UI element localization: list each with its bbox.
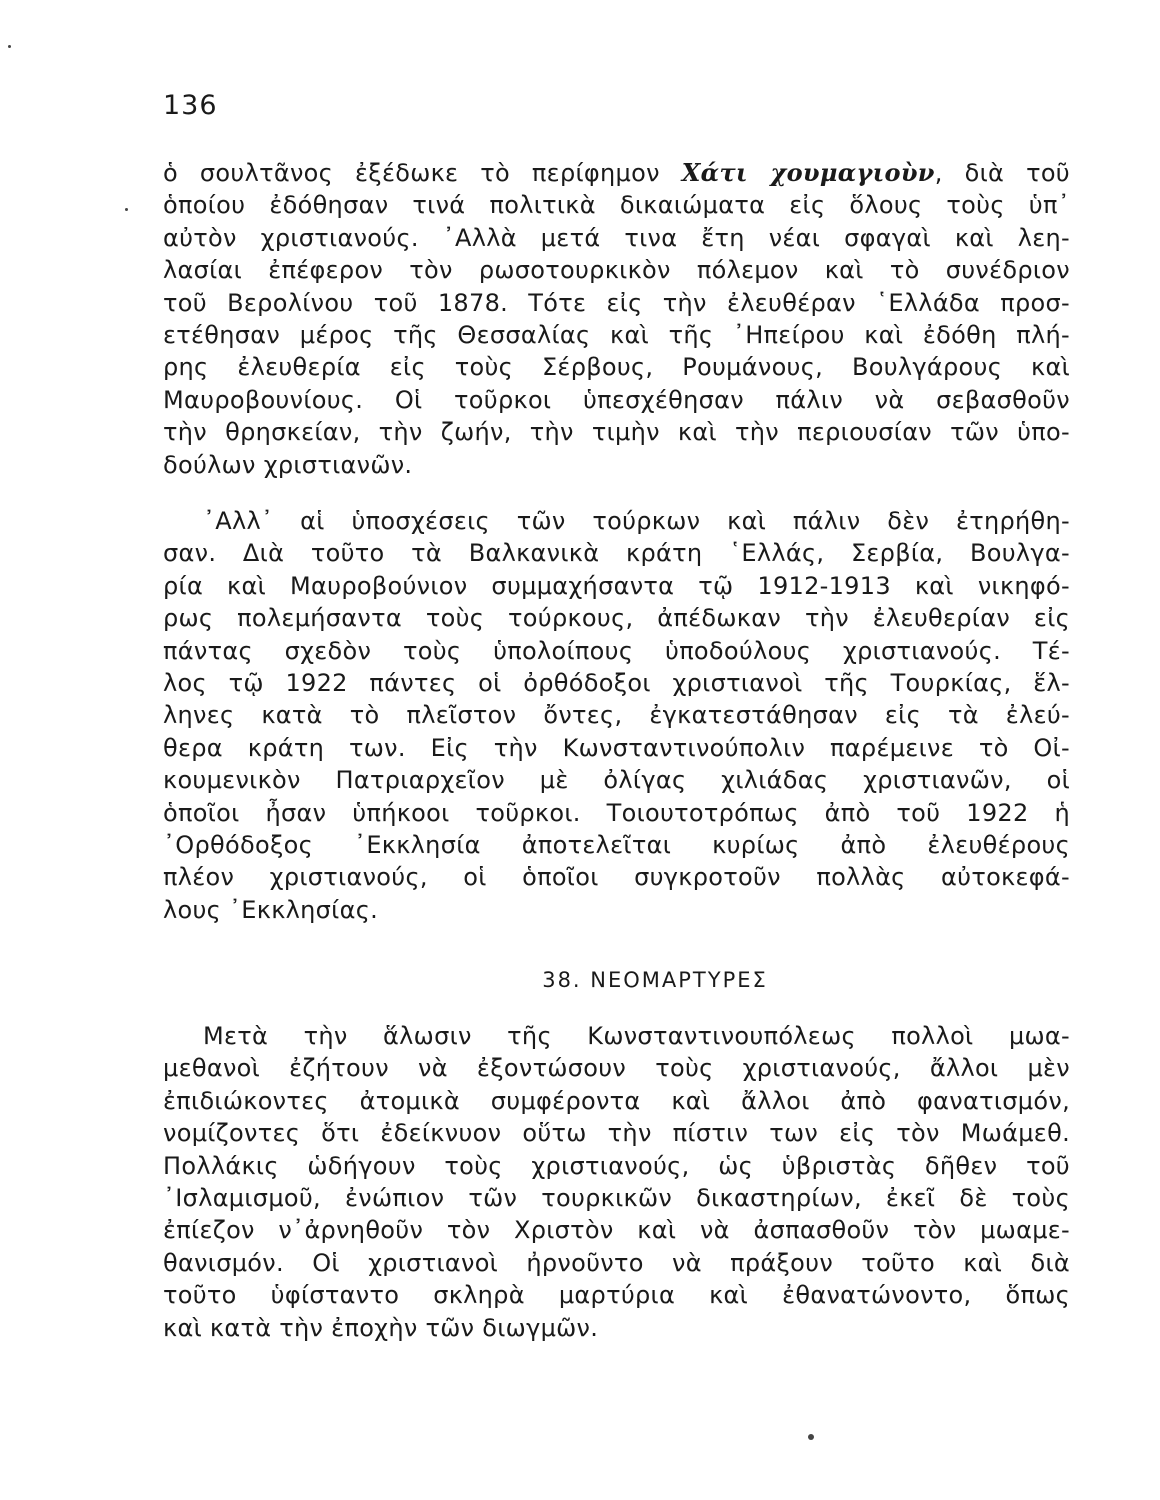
paragraph-line: ρως πολεμήσαντα τοὺς τούρκους, ἀπέδωκαν τὴν ἐλευθερίαν εἰς bbox=[163, 604, 1070, 633]
paragraph-line: ὁποίου ἐδόθησαν τινά πολιτικὰ δικαιώματα εἰς ὅλους τοὺς ὑπ᾽ bbox=[163, 191, 1070, 220]
paragraph-line: ἐπίεζον ν᾽ἀρνηθοῦν τὸν Χριστὸν καὶ νὰ ἀσπασθοῦν τὸν μωαμε- bbox=[163, 1216, 1070, 1245]
paragraph-line: αὐτὸν χριστιανούς. ᾽Αλλὰ μετά τινα ἔτη νέαι σφαγαὶ καὶ λεη- bbox=[163, 223, 1070, 252]
paragraph-line: μεθανοὶ ἐζήτουν νὰ ἐξοντώσουν τοὺς χριστιανούς, ἄλλοι μὲν bbox=[163, 1054, 1070, 1083]
text-run: ὁ σουλτᾶνος ἐξέδωκε τὸ περίφημον bbox=[163, 159, 682, 187]
paragraph-line: ᾽Αλλ᾽ αἱ ὑποσχέσεις τῶν τούρκων καὶ πάλιν δὲν ἐτηρήθη- bbox=[203, 507, 1070, 535]
paragraph-line: θερα κράτη των. Εἰς τὴν Κωνσταντινούπολιν παρέμεινε τὸ Οἰ- bbox=[163, 733, 1070, 762]
paragraph-line: ᾽Ορθόδοξος ᾽Εκκλησία ἀποτελεῖται κυρίως ἀπὸ ἐλευθέρους bbox=[163, 830, 1070, 859]
paragraph-line: λους ᾽Εκκλησίας. bbox=[163, 895, 379, 924]
text-run: , διὰ τοῦ bbox=[934, 159, 1070, 187]
paragraph-line: Μετὰ τὴν ἅλωσιν τῆς Κωνσταντινουπόλεως πολλοὶ μωα- bbox=[203, 1022, 1070, 1050]
section-heading bbox=[0, 968, 1160, 992]
paragraph-line: ληνες κατὰ τὸ πλεῖστον ὄντες, ἐγκατεστάθησαν εἰς τὰ ἐλεύ- bbox=[163, 701, 1070, 730]
paragraph-line: κουμενικὸν Πατριαρχεῖον μὲ ὀλίγας χιλιάδας χριστιανῶν, οἱ bbox=[163, 766, 1070, 795]
section-heading-text: 38. ΝΕΟΜΑΡΤΥΡΕΣ bbox=[542, 968, 768, 992]
paragraph-line: Μαυροβουνίους. Οἱ τοῦρκοι ὑπεσχέθησαν πάλιν νὰ σεβασθοῦν bbox=[163, 385, 1070, 414]
paragraph-line: τοῦτο ὑφίσταντο σκληρὰ μαρτύρια καὶ ἐθανατώνοντο, ὅπως bbox=[163, 1281, 1070, 1310]
scan-speck bbox=[125, 208, 128, 211]
paragraph-line: δούλων χριστιανῶν. bbox=[163, 450, 413, 479]
emphasized-term: Χάτι χουμαγιοὺν bbox=[681, 158, 935, 187]
paragraph-line: λος τῷ 1922 πάντες οἱ ὀρθόδοξοι χριστιανοὶ τῆς Τουρκίας, ἕλ- bbox=[163, 668, 1070, 697]
paragraph-line: θανισμόν. Οἱ χριστιανοὶ ἠρνοῦντο νὰ πράξουν τοῦτο καὶ διὰ bbox=[163, 1248, 1070, 1277]
paragraph-line: ὁποῖοι ἦσαν ὑπήκοοι τοῦρκοι. Τοιουτοτρόπως ἀπὸ τοῦ 1922 ἡ bbox=[163, 798, 1070, 827]
paragraph-line: λασίαι ἐπέφερον τὸν ρωσοτουρκικὸν πόλεμον καὶ τὸ συνέδριον bbox=[163, 256, 1070, 285]
paragraph-line: πάντας σχεδὸν τοὺς ὑπολοίπους ὑποδούλους χριστιανούς. Τέ- bbox=[163, 636, 1070, 665]
paragraph-line: τοῦ Βερολίνου τοῦ 1878. Τότε εἰς τὴν ἐλευθέραν ῾Ελλάδα προσ- bbox=[163, 288, 1070, 317]
paragraph-3 bbox=[163, 1020, 1070, 1344]
paragraph-line: ρία καὶ Μαυροβούνιον συμμαχήσαντα τῷ 1912-1913 καὶ νικηφό- bbox=[163, 571, 1070, 600]
paragraph-line: ἐπιδιώκοντες ἀτομικὰ συμφέροντα καὶ ἄλλοι ἀπὸ φανατισμόν, bbox=[163, 1086, 1070, 1115]
page-number: 136 bbox=[163, 90, 218, 121]
paragraph-line: καὶ κατὰ τὴν ἐποχὴν τῶν διωγμῶν. bbox=[163, 1313, 599, 1342]
scan-speck bbox=[808, 1434, 814, 1440]
paragraph-line: ᾽Ισλαμισμοῦ, ἐνώπιον τῶν τουρκικῶν δικαστηρίων, ἐκεῖ δὲ τοὺς bbox=[163, 1183, 1070, 1212]
paragraph-line: νομίζοντες ὅτι ἐδείκνυον οὕτω τὴν πίστιν των εἰς τὸν Μωάμεθ. bbox=[163, 1119, 1070, 1148]
paragraph-2 bbox=[163, 505, 1070, 926]
paragraph-1 bbox=[163, 157, 1070, 481]
paragraph-line bbox=[163, 157, 1070, 189]
paragraph-line: τὴν θρησκείαν, τὴν ζωήν, τὴν τιμὴν καὶ τὴν περιουσίαν τῶν ὑπο- bbox=[163, 418, 1070, 447]
paragraph-line: σαν. Διὰ τοῦτο τὰ Βαλκανικὰ κράτη ῾Ελλάς, Σερβία, Βουλγα- bbox=[163, 539, 1070, 568]
paragraph-line: ετέθησαν μέρος τῆς Θεσσαλίας καὶ τῆς ᾽Ηπείρου καὶ ἐδόθη πλή- bbox=[163, 320, 1070, 349]
scan-speck bbox=[8, 45, 11, 48]
paragraph-line: ρης ἐλευθερία εἰς τοὺς Σέρβους, Ρουμάνους, Βουλγάρους καὶ bbox=[163, 353, 1070, 382]
paragraph-line: Πολλάκις ὡδήγουν τοὺς χριστιανούς, ὡς ὑβριστὰς δῆθεν τοῦ bbox=[163, 1151, 1070, 1180]
paragraph-line: πλέον χριστιανούς, οἱ ὁποῖοι συγκροτοῦν πολλὰς αὐτοκεφά- bbox=[163, 863, 1070, 892]
